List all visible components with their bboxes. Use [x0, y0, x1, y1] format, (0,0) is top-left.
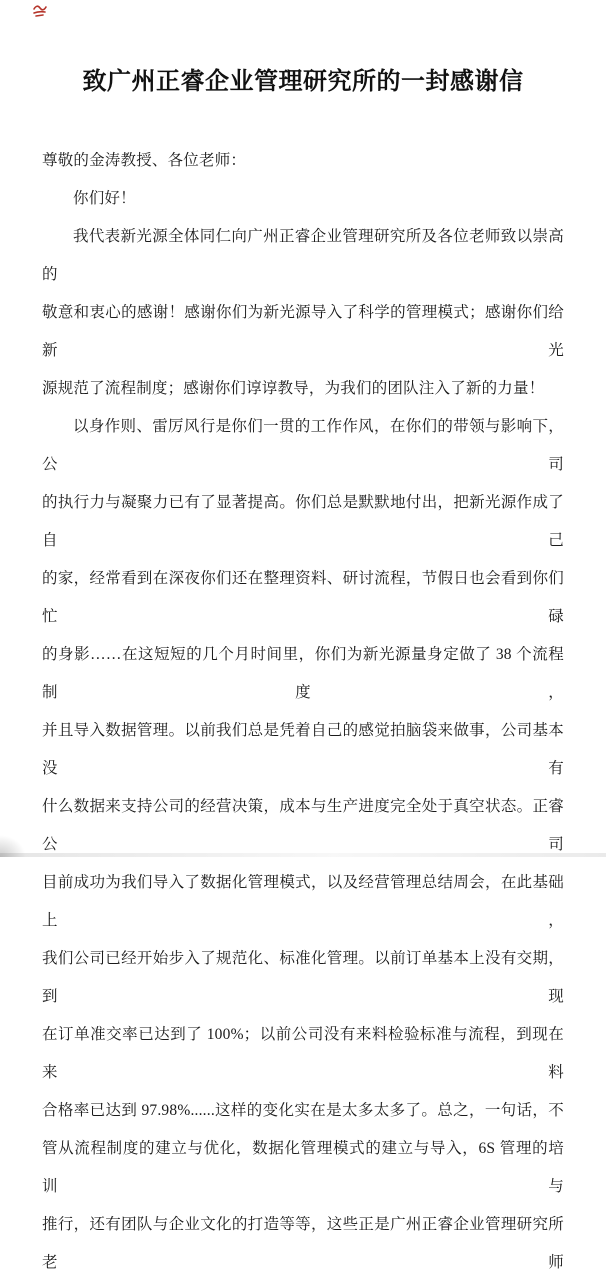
letter-line: 的家，经常看到在深夜你们还在整理资料、研讨流程，节假日也会看到你们忙碌 [42, 570, 564, 625]
letter-line: 推行，还有团队与企业文化的打造等等，这些正是广州正睿企业管理研究所老师 [42, 1216, 564, 1271]
letter-line: 你们好！ [73, 190, 136, 207]
red-scribble-icon [31, 3, 49, 20]
letter-line: 敬意和衷心的感谢！感谢你们为新光源导入了科学的管理模式；感谢你们给新光 [42, 304, 564, 359]
letter-line: 源规范了流程制度；感谢你们谆谆教导，为我们的团队注入了新的力量！ [42, 380, 545, 397]
letter-line: 的身影……在这短短的几个月时间里，你们为新光源量身定做了 38 个流程制度， [42, 646, 564, 701]
letter-title: 致广州正睿企业管理研究所的一封感谢信 [82, 69, 524, 95]
letter-line: 的执行力与凝聚力已有了显著提高。你们总是默默地付出，把新光源作成了自己 [42, 494, 564, 549]
letter-line: 我们公司已经开始步入了规范化、标准化管理。以前订单基本上没有交期，到现 [42, 950, 564, 1005]
letter-body [42, 142, 564, 1282]
letter-line: 并且导入数据管理。以前我们总是凭着自己的感觉拍脑袋来做事，公司基本没有 [42, 722, 564, 777]
letter-line: 合格率已达到 97.98%......这样的变化实在是太多太多了。总之，一句话，不 [42, 1102, 564, 1119]
letter-line: 我代表新光源全体同仁向广州正睿企业管理研究所及各位老师致以崇高的 [42, 228, 564, 283]
red-scribble-path [34, 6, 46, 16]
letter-line: 什么数据来支持公司的经营决策，成本与生产进度完全处于真空状态。正睿公司 [42, 798, 564, 853]
letter-line: 在订单准交率已达到了 100%；以前公司没有来料检验标准与流程，到现在来料 [42, 1026, 564, 1081]
scan-bottom-edge [0, 853, 606, 857]
letter-line: 以身作则、雷厉风行是你们一贯的工作作风，在你们的带领与影响下，公司 [42, 418, 564, 473]
letter-line: 尊敬的金涛教授、各位老师： [42, 152, 247, 169]
letter-line: 目前成功为我们导入了数据化管理模式，以及经营管理总结周会，在此基础上， [42, 874, 564, 929]
letter-line: 管从流程制度的建立与优化，数据化管理模式的建立与导入，6S 管理的培训与 [42, 1140, 564, 1195]
